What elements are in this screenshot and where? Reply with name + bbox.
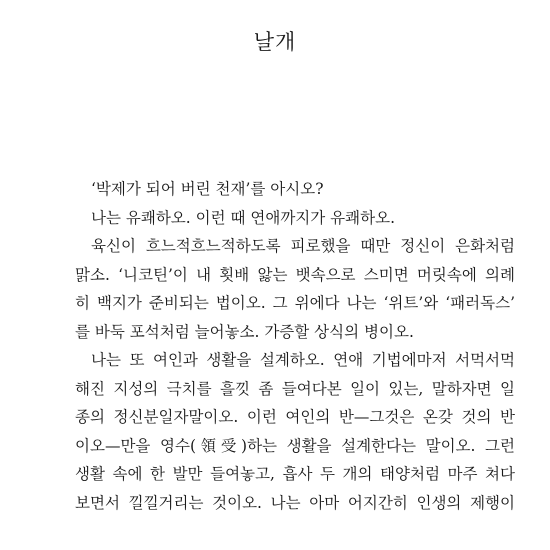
text-line: 생활 속에 한 발만 들여놓고, 흡사 두 개의 태양처럼 마주 쳐다 xyxy=(75,465,515,483)
text-line: 보면서 낄낄거리는 것이오. 나는 아마 어지간히 인생의 제행이 xyxy=(75,493,515,512)
text-line: 를 바둑 포석처럼 늘어놓소. 가증할 상식의 병이오. xyxy=(75,322,414,341)
text-line: 맑소. ‘니코틴’이 내 횟배 앓는 뱃속으로 스미면 머릿속에 의례 xyxy=(75,265,515,284)
text-line: 나는 또 여인과 생활을 설계하오. 연애 기법에마저 서먹서먹 xyxy=(91,351,515,369)
text-line: 해진 지성의 극치를 흘낏 좀 들여다본 일이 있는, 말하자면 일 xyxy=(75,379,515,398)
body-text xyxy=(75,175,515,517)
text-line: 육신이 흐느적흐느적하도록 피로했을 때만 정신이 은화처럼 xyxy=(91,237,515,255)
text-line: 종의 정신분일자말이오. 이런 여인의 반—그것은 온갖 것의 반 xyxy=(75,408,515,426)
page-title: 날개 xyxy=(253,30,297,54)
text-line: 이오—만을 영수(領受)하는 생활을 설계한다는 말이오. 그런 xyxy=(75,436,515,455)
text-line: ‘박제가 되어 버린 천재’를 아시오? xyxy=(91,180,324,198)
text-line: 히 백지가 준비되는 법이오. 그 위에다 나는 ‘위트’와 ‘패러독스’ xyxy=(75,294,515,312)
text-line: 나는 유쾌하오. 이런 때 연애까지가 유쾌하오. xyxy=(91,208,396,227)
